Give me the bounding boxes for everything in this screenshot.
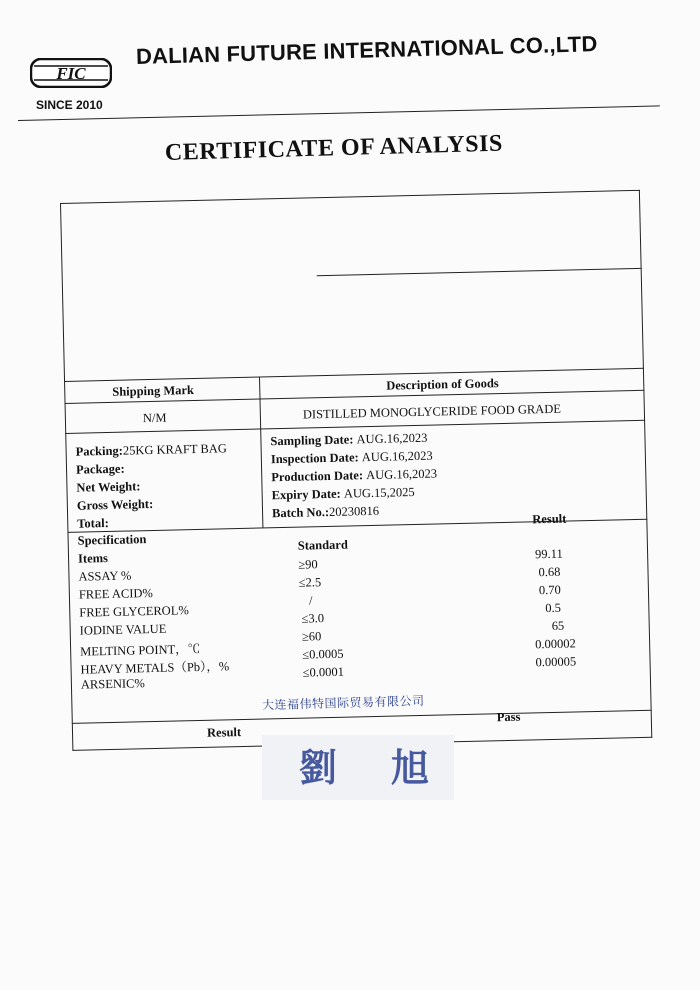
shipping-mark-value: N/M xyxy=(142,410,167,426)
spec-standard: ≤3.0 xyxy=(301,611,325,626)
since-year: SINCE 2010 xyxy=(36,98,103,112)
package-label: Package: xyxy=(75,461,125,477)
spec-result: 99.11 xyxy=(534,546,563,562)
spec-item: MELTING POINT，℃ xyxy=(80,641,201,659)
expiry-date: Expiry Date: AUG.15,2025 xyxy=(271,485,415,503)
spec-standard: ≥60 xyxy=(301,629,322,644)
analysis-table xyxy=(60,190,652,751)
spec-result: 0.5 xyxy=(545,600,562,616)
standard-label: Standard xyxy=(297,537,349,553)
result-label: Result xyxy=(532,511,567,527)
company-name: DALIAN FUTURE INTERNATIONAL CO.,LTD xyxy=(135,31,598,69)
conclusion-label: Result xyxy=(206,725,242,740)
production-date: Production Date: AUG.16,2023 xyxy=(271,466,438,485)
company-logo xyxy=(30,58,112,88)
spec-result: 0.70 xyxy=(538,582,561,598)
table-border-right xyxy=(639,190,652,738)
spec-item: FREE ACID% xyxy=(78,585,153,602)
signature-seal xyxy=(262,735,454,800)
total-label: Total: xyxy=(77,515,109,531)
spec-item: HEAVY METALS（Pb），% xyxy=(80,659,230,677)
description-label: Description of Goods xyxy=(386,376,499,393)
spec-item: ASSAY % xyxy=(78,568,132,584)
signature-chars: 劉 旭 xyxy=(298,746,430,790)
spec-bottom xyxy=(72,710,652,724)
batch-number: Batch No.:20230816 xyxy=(271,503,380,521)
table-border-top xyxy=(60,190,640,204)
spec-result: 0.00002 xyxy=(534,636,576,652)
spec-item: ARSENIC% xyxy=(80,676,145,692)
spec-standard: ≤2.5 xyxy=(298,575,322,590)
table-border-left xyxy=(60,203,73,751)
header-rule xyxy=(18,105,660,121)
logo-text: FIC xyxy=(56,64,86,83)
spec-standard: ≤0.0005 xyxy=(302,646,344,662)
spec-standard: ≥90 xyxy=(298,557,318,572)
company-stamp-text: 大连福伟特国际贸易有限公司 xyxy=(261,693,425,713)
inspection-date: Inspection Date: AUG.16,2023 xyxy=(270,448,433,467)
specification-label: Specification xyxy=(77,532,147,548)
net-weight-label: Net Weight: xyxy=(76,479,141,495)
description-value: DISTILLED MONOGLYCERIDE FOOD GRADE xyxy=(302,401,562,422)
spec-result: 65 xyxy=(551,618,565,633)
spec-result: 0.68 xyxy=(538,564,561,580)
spec-standard: / xyxy=(308,593,313,608)
spec-item: FREE GLYCEROL% xyxy=(79,603,189,620)
spec-item: IODINE VALUE xyxy=(79,621,167,638)
spec-result: 0.00005 xyxy=(535,654,577,670)
gross-weight-label: Gross Weight: xyxy=(76,496,154,513)
spec-standard: ≤0.0001 xyxy=(302,664,345,680)
shipping-mark-label: Shipping Mark xyxy=(112,383,195,399)
redacted-line xyxy=(317,268,642,276)
sampling-date: Sampling Date: AUG.16,2023 xyxy=(270,430,428,449)
document-title: CERTIFICATE OF ANALYSIS xyxy=(164,130,504,166)
items-label: Items xyxy=(77,551,109,566)
goods-header-top xyxy=(64,368,644,382)
conclusion-value: Pass xyxy=(496,709,521,725)
packing-label: Packing:25KG KRAFT BAG xyxy=(75,441,227,459)
